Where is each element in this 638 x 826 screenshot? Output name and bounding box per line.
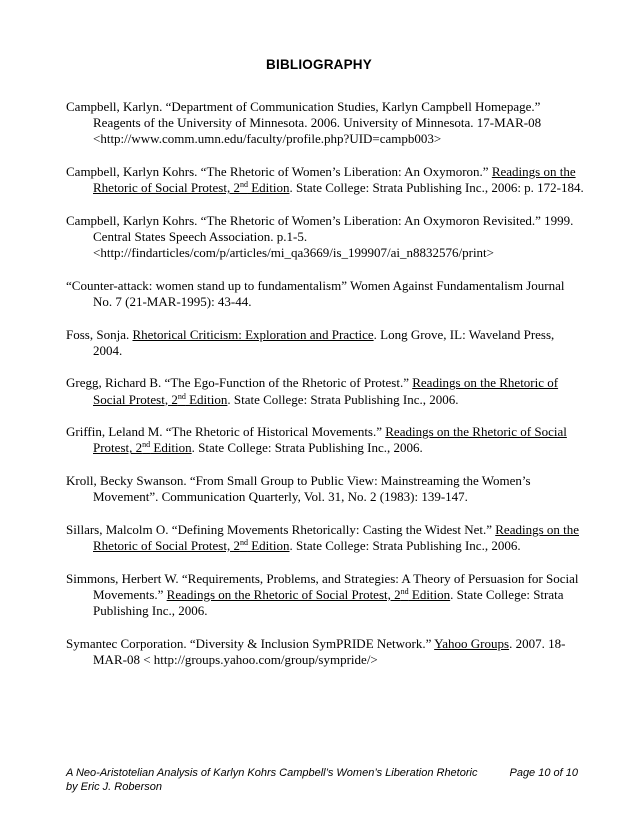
bibliography-entry <box>66 473 586 505</box>
bibliography-list <box>66 99 586 684</box>
entry-text: “Counter-attack: women stand up to fundamentalism” Women Against Fundamentalism Journal No. 7 (21-MAR-1995): 43-44. <box>66 277 565 309</box>
entry-text: . State College: Strata Publishing Inc., 2006. <box>227 391 459 407</box>
bibliography-entry <box>66 424 586 456</box>
bibliography-entry <box>66 164 586 196</box>
entry-source-title: Readings on the Rhetoric of Social Protest, 2nd Edition <box>166 586 451 602</box>
entry-text: . State College: Strata Publishing Inc., 2006. <box>93 586 564 618</box>
entry-text: Simmons, Herbert W. “Requirements, Problems, and Strategies: A Theory of Persuasion for Social Movements.” <box>66 570 579 602</box>
entry-text: . State College: Strata Publishing Inc., 2006. <box>289 537 521 553</box>
entry-source-title: Readings on the Rhetoric of Social Protest, 2nd Edition <box>93 521 580 553</box>
bibliography-entry <box>66 375 586 407</box>
bibliography-entry <box>66 99 586 148</box>
bibliography-entry <box>66 327 586 359</box>
entry-text: . State College: Strata Publishing Inc., 2006: p. 172-184. <box>289 180 584 196</box>
entry-text: . Long Grove, IL: Waveland Press, 2004. <box>93 326 555 358</box>
page-footer <box>66 766 578 794</box>
bibliography-entry <box>66 278 586 310</box>
entry-text: Campbell, Karlyn Kohrs. “The Rhetoric of Women’s Liberation: An Oxymoron Revisited.” 1999. Central States Speech Association. p.1-5. <http://findarticles/com/p/articles/mi_qa3669/is_199907/ai_n8832576/print> <box>66 212 574 261</box>
entry-source-title: Readings on the Rhetoric of Social Protest, 2nd Edition <box>93 375 559 407</box>
footer-author: by Eric J. Roberson <box>66 781 162 793</box>
entry-text: . 2007. 18-MAR-08 < http://groups.yahoo.com/group/sympride/> <box>93 635 566 667</box>
entry-text: Campbell, Karlyn Kohrs. “The Rhetoric of Women’s Liberation: An Oxymoron.” <box>66 164 492 179</box>
entry-text: Sillars, Malcolm O. “Defining Movements Rhetorically: Casting the Widest Net.” <box>66 521 496 537</box>
entry-source-title: Readings on the Rhetoric of Social Protest, 2nd Edition <box>93 424 567 456</box>
footer-title: A Neo-Aristotelian Analysis of Karlyn Kohrs Campbell’s Women’s Liberation Rhetoric <box>66 767 478 779</box>
entry-text: Campbell, Karlyn. “Department of Communication Studies, Karlyn Campbell Homepage.” Reagents of the University of Minnesota. 2006. University of Minnesota. 17-MAR-08 <http://www.comm.umn.edu/faculty/profile.php?UID=campb003> <box>66 99 542 147</box>
entry-source-title: Yahoo Groups <box>434 635 510 651</box>
entry-text: Kroll, Becky Swanson. “From Small Group to Public View: Mainstreaming the Women’s Movement”. Communication Quarterly, Vol. 31, No. 2 (1983): 139-147. <box>66 472 531 505</box>
bibliography-entry <box>66 636 586 668</box>
bibliography-entry <box>66 522 586 554</box>
bibliography-entry <box>66 213 586 262</box>
page-number: Page 10 of 10 <box>509 767 578 779</box>
entry-text: . State College: Strata Publishing Inc., 2006. <box>191 440 423 456</box>
entry-text: Griffin, Leland M. “The Rhetoric of Historical Movements.” <box>66 424 386 440</box>
bibliography-entry <box>66 571 586 620</box>
page-title: BIBLIOGRAPHY <box>266 57 372 72</box>
entry-text: Symantec Corporation. “Diversity & Inclusion SymPRIDE Network.” <box>66 635 435 651</box>
entry-source-title: Rhetorical Criticism: Exploration and Practice <box>132 326 374 342</box>
entry-text: Gregg, Richard B. “The Ego-Function of the Rhetoric of Protest.” <box>66 375 413 391</box>
entry-source-title: Readings on the Rhetoric of Social Protest, 2nd Edition <box>93 164 576 196</box>
entry-text: Foss, Sonja. <box>66 326 133 342</box>
